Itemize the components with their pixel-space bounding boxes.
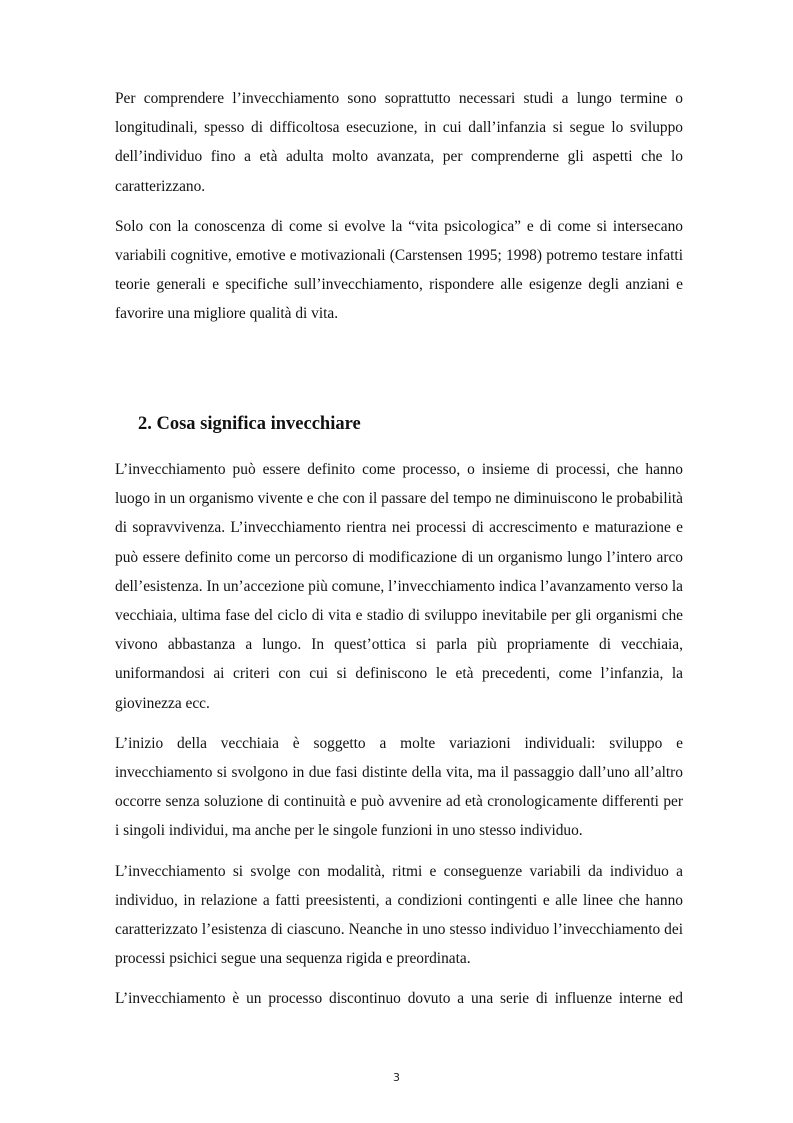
intro-paragraph-2: Solo con la conoscenza di come si evolve la “vita psicologica” e di come si intersecano variabili cognitive, emotive e motivazionali (Carstensen 1995; 1998) potremo testare infatti teorie generali e specifiche sull’invecchiamento, rispondere alle esigenze degli anziani e favorire una migliore qualità di vita.	[115, 217, 683, 323]
section-paragraph-2: L’inizio della vecchiaia è soggetto a molte variazioni individuali: sviluppo e invecchiamento si svolgono in due fasi distinte della vita, ma il passaggio dall’uno all’altro occorre senza soluzione di continuità e può avvenire ad età cronologicamente differenti per i singoli individui, ma anche per le singole funzioni in uno stesso individuo.	[115, 734, 683, 840]
intro-block	[115, 84, 683, 340]
intro-paragraph-1: Per comprendere l’invecchiamento sono soprattutto necessari studi a lungo termine o longitudinali, spesso di difficoltosa esecuzione, in cui dall’infanzia si segue lo sviluppo dell’individuo fino a età adulta molto avanzata, per comprenderne gli aspetti che lo caratterizzano.	[115, 90, 683, 195]
section-paragraph-1: L’invecchiamento può essere definito come processo, o insieme di processi, che hanno luogo in un organismo vivente e che con il passare del tempo ne diminuiscono le probabilità di sopravvivenza. L’invecchiamento rientra nei processi di accrescimento e maturazione e può essere definito come un percorso di modificazione di un organismo lungo l’intero arco dell’esistenza. In un’accezione più comune, l’invecchiamento indica l’avanzamento verso la vecchiaia, ultima fase del ciclo di vita e stadio di sviluppo inevitabile per gli organismi che vivono abbastanza a lungo. In quest’ottica si parla più propriamente di vecchiaia, uniformandosi ai criteri con cui si definiscono le età precedenti, come l’infanzia, la giovinezza ecc.	[115, 461, 683, 712]
section-paragraph-4: L’invecchiamento è un processo discontinuo dovuto a una serie di influenze interne ed	[115, 990, 683, 1008]
section-heading: 2. Cosa significa invecchiare	[138, 414, 361, 434]
page-number: 3	[393, 1071, 400, 1084]
section-body	[115, 455, 683, 1025]
section-paragraph-3: L’invecchiamento si svolge con modalità, ritmi e conseguenze variabili da individuo a individuo, in relazione a fatti preesistenti, a condizioni contingenti e alle linee che hanno caratterizzato l’esistenza di ciascuno. Neanche in uno stesso individuo l’invecchiamento dei processi psichici segue una sequenza rigida e preordinata.	[115, 862, 683, 968]
